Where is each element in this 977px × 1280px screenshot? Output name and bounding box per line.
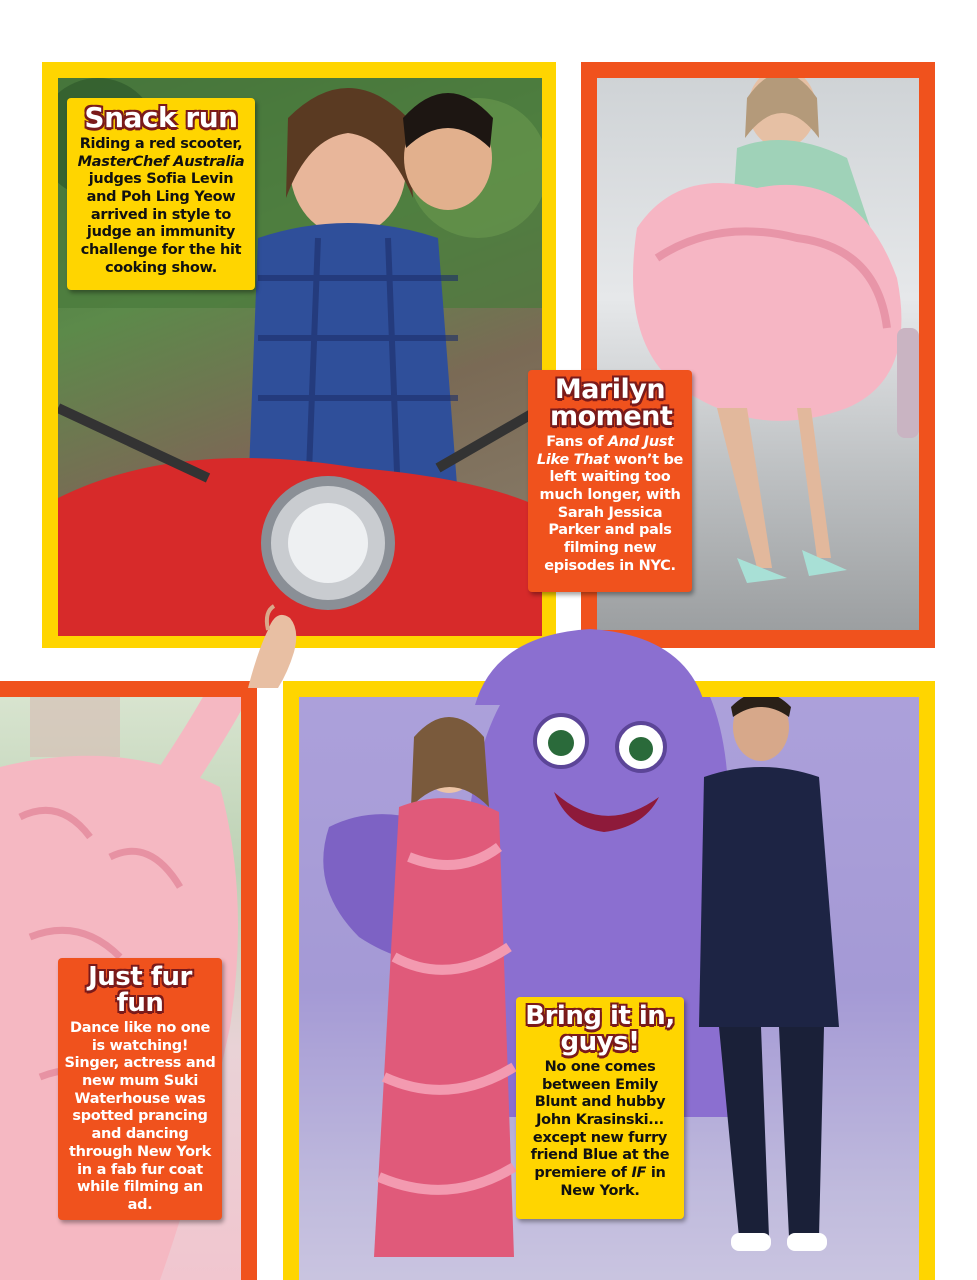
- snack-run-body: [73, 136, 249, 278]
- blue-heading: Bring it in, guys!: [525, 1001, 675, 1057]
- marilyn-body-italic: And Just Like That: [536, 434, 674, 468]
- raised-hand-art: [238, 600, 308, 690]
- snack-run-body-1: Riding a red scooter,: [79, 136, 243, 152]
- marilyn-heading: Marilyn moment: [550, 374, 673, 432]
- fur-body: Dance like no one is watching! Singer, actress and new mum Suki Waterhouse was spotted prancing and dancing through New York in a fab fur coat while filming an ad.: [64, 1020, 216, 1213]
- monster-head-art: [465, 625, 715, 705]
- marilyn-body: [534, 434, 686, 576]
- marilyn-body-2: won’t be left waiting too much longer, with Sarah Jessica Parker and pals filming new episodes in NYC.: [539, 451, 684, 574]
- snack-run-body-2: judges Sofia Levin and Poh Ling Yeow arrived in style to judge an immunity challenge for the hit cooking show.: [80, 171, 242, 276]
- blue-body-1: No one comes between Emily Blunt and hubby John Krasinski... except new furry friend Blue at the premiere of: [530, 1059, 670, 1182]
- blue-caption: [516, 997, 684, 1219]
- fur-caption: [58, 958, 222, 1220]
- fur-heading: Just fur fun: [88, 962, 192, 1018]
- marilyn-caption: [528, 370, 692, 592]
- marilyn-body-1: Fans of: [546, 434, 604, 450]
- snack-run-caption: [67, 98, 255, 290]
- blue-body-italic: IF: [631, 1165, 647, 1182]
- blue-body: [522, 1059, 678, 1201]
- blue-body-2: in New York.: [560, 1165, 666, 1199]
- snack-run-heading: Snack run: [84, 101, 238, 134]
- snack-run-body-italic: MasterChef Australia: [77, 153, 245, 170]
